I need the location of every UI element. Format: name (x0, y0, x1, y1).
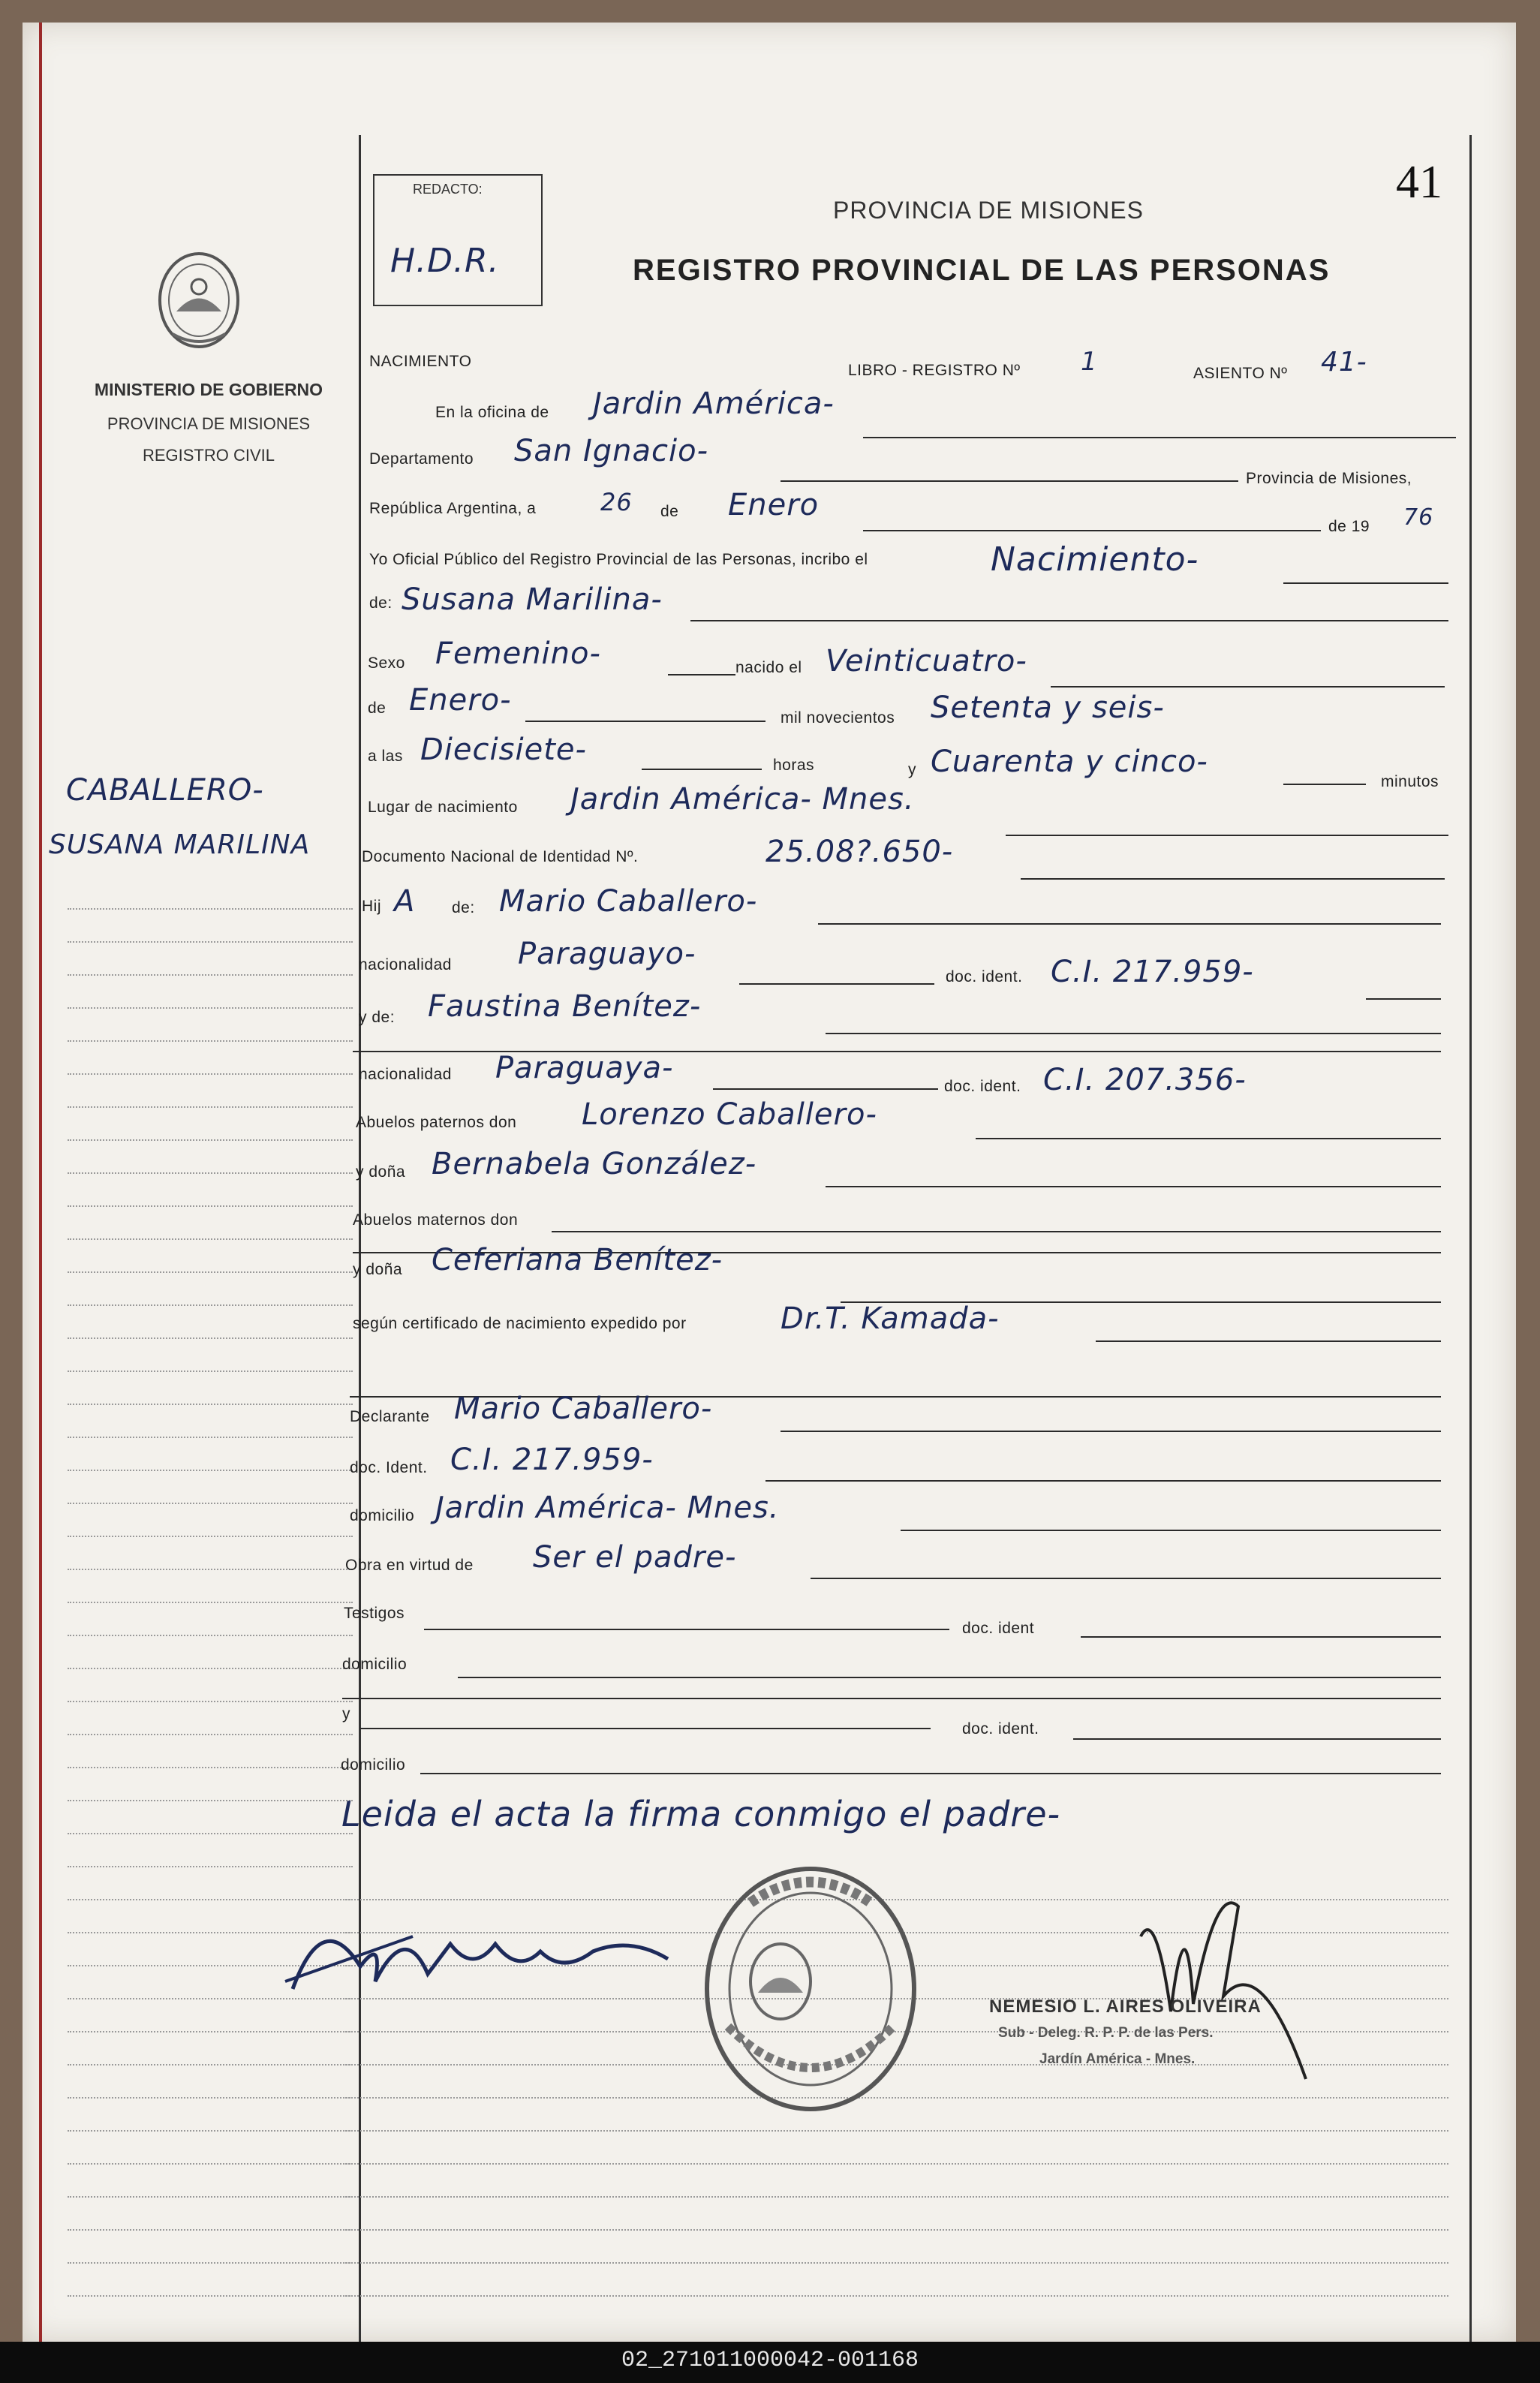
margin-ruled-line (68, 1371, 353, 1372)
scan-filename: 02_271011000042-001168 (621, 2348, 919, 2373)
declarant-signature (278, 1891, 698, 2004)
ministry-registry: REGISTRO CIVIL (142, 446, 275, 465)
section-label: NACIMIENTO (369, 353, 472, 370)
right-frame-line (1469, 135, 1472, 2349)
y-label: y (908, 761, 916, 778)
abuelo-pat-underline (976, 1138, 1441, 1139)
oficina-label: En la oficina de (435, 404, 549, 421)
departamento-underline (781, 480, 1238, 482)
de2-label: de (368, 700, 387, 717)
margin-ruled-line (68, 908, 353, 910)
de-nombre-label: de: (369, 594, 393, 612)
libro-label: LIBRO - REGISTRO Nº (848, 362, 1021, 379)
margin-ruled-line (68, 1437, 353, 1438)
y2-underline (360, 1728, 931, 1729)
testigos-label: Testigos (344, 1605, 405, 1622)
margin-ruled-line (68, 1668, 353, 1669)
redacto-initials: H.D.R. (390, 242, 500, 280)
doc-ident3-label: doc. ident (962, 1620, 1035, 1637)
domicilio2-underline (458, 1677, 1441, 1678)
nombre-underline (690, 620, 1448, 621)
ministry-province: PROVINCIA DE MISIONES (107, 414, 311, 433)
asiento-label: ASIENTO Nº (1193, 365, 1288, 382)
domicilio3-label: domicilio (341, 1756, 406, 1774)
hij-suffix: A (394, 884, 416, 919)
leida-note: Leida el acta la firma conmigo el padre- (341, 1794, 1061, 1834)
doc-ident-label: doc. ident. (946, 968, 1023, 985)
mes2-underline (525, 721, 765, 722)
dni-label: Documento Nacional de Identidad Nº. (362, 848, 639, 865)
oficina-value: Jardin América- (593, 387, 835, 421)
certificado-value: Dr.T. Kamada- (781, 1301, 1000, 1336)
mes2-value: Enero- (409, 683, 512, 718)
abuelos-mat-label: Abuelos maternos don (353, 1211, 519, 1229)
margin-ruled-line (68, 1536, 353, 1537)
obra-underline (811, 1578, 1441, 1579)
margin-ruled-line (68, 2229, 353, 2231)
nombre-value: Susana Marilina- (402, 582, 663, 617)
sexo-value: Femenino- (435, 636, 601, 671)
margin-ruled-line (68, 1635, 353, 1636)
margin-ruled-line (68, 1139, 353, 1141)
margin-given-names: SUSANA MARILINA (49, 829, 311, 860)
certificado-underline (1096, 1340, 1441, 1342)
domicilio2-label: domicilio (342, 1656, 408, 1673)
margin-ruled-line (68, 1503, 353, 1504)
domicilio3-underline (420, 1773, 1441, 1774)
redacto-label: REDACTO: (413, 182, 483, 197)
anio-label: de 19 (1328, 518, 1370, 535)
margin-ruled-line (68, 1866, 353, 1867)
declarante-value: Mario Caballero- (454, 1392, 713, 1426)
left-frame-line (359, 135, 361, 2349)
dni-value: 25.08?.650- (765, 835, 954, 869)
margin-ruled-line (68, 1833, 353, 1834)
margin-ruled-line (68, 1602, 353, 1603)
body-ruled-line (345, 2130, 1448, 2132)
margin-ruled-line (68, 1007, 353, 1009)
nacido-value: Veinticuatro- (826, 644, 1027, 678)
departamento-value: San Ignacio- (514, 434, 709, 468)
oficina-underline (863, 437, 1456, 438)
lugar-label: Lugar de nacimiento (368, 799, 518, 816)
official-location: Jardín América - Mnes. (1039, 2051, 1196, 2067)
declarante-doc-underline (765, 1480, 1441, 1482)
sexo-label: Sexo (368, 654, 405, 672)
nacido-underline (1051, 686, 1445, 688)
y2-label: y (342, 1705, 350, 1723)
de-label: de (660, 503, 679, 520)
margin-ruled-line (68, 1470, 353, 1471)
margin-ruled-line (68, 1271, 353, 1273)
acto-underline (1283, 582, 1448, 584)
oficial-text: Yo Oficial Público del Registro Provincial de las Personas, incribo el (369, 551, 868, 568)
padre-value: Mario Caballero- (499, 884, 758, 919)
margin-ruled-line (68, 2163, 353, 2165)
margin-ruled-line (68, 974, 353, 976)
domicilio-label: domicilio (350, 1507, 415, 1524)
madre-nac-value: Paraguaya- (495, 1051, 674, 1085)
madre-doc-ident-label: doc. ident. (944, 1078, 1021, 1095)
horas-underline (642, 769, 762, 770)
alas-label: a las (368, 748, 403, 765)
y2-doc-underline (1073, 1738, 1441, 1740)
minutos-underline (1283, 784, 1366, 785)
asiento-value: 41- (1321, 347, 1367, 378)
body-ruled-line (345, 2196, 1448, 2198)
margin-ruled-line (68, 2262, 353, 2264)
libro-value: 1 (1081, 347, 1098, 377)
de-padre-label: de: (452, 899, 475, 916)
official-name: NEMESIO L. AIRES OLIVEIRA (989, 1996, 1262, 2017)
abuela-pat-value: Bernabela González- (432, 1147, 757, 1181)
margin-ruled-line (68, 2031, 353, 2032)
minutos-value: Cuarenta y cinco- (931, 745, 1208, 779)
acto-value: Nacimiento- (991, 540, 1199, 579)
ministry-title: MINISTERIO DE GOBIERNO (94, 380, 323, 399)
anio-value: 76 (1403, 504, 1434, 531)
margin-ruled-line (68, 1337, 353, 1339)
departamento-label: Departamento (369, 450, 474, 468)
provincia-suffix: Provincia de Misiones, (1246, 470, 1412, 487)
horas-value: Diecisiete- (420, 733, 587, 767)
domicilio-value: Jardin América- Mnes. (435, 1491, 780, 1525)
margin-ruled-line (68, 2295, 353, 2297)
doc-ident2-label: doc. Ident. (350, 1459, 428, 1476)
domicilio2-underline-2 (342, 1698, 1441, 1699)
dia-value: 26 (600, 488, 633, 516)
margin-ruled-line (68, 2064, 353, 2066)
republica-label: República Argentina, a (369, 500, 537, 517)
margin-red-line (39, 23, 42, 2342)
official-signature (1126, 1876, 1321, 2102)
misiones-coat-of-arms-icon (143, 240, 255, 353)
margin-ruled-line (68, 2196, 353, 2198)
padre-nac-value: Paraguayo- (518, 937, 696, 971)
abuela-pat-underline (826, 1186, 1441, 1187)
padre-doc-underline (1366, 998, 1441, 1000)
milnov-label: mil novecientos (781, 709, 895, 727)
minutos-label: minutos (1381, 773, 1439, 790)
testigos-underline (424, 1629, 949, 1630)
abuelo-pat-value: Lorenzo Caballero- (582, 1097, 877, 1132)
madre-nacionalidad-label: nacionalidad (359, 1066, 452, 1083)
province-heading: PROVINCIA DE MISIONES (833, 197, 1144, 224)
margin-ruled-line (68, 1073, 353, 1075)
nacionalidad-label: nacionalidad (359, 956, 452, 973)
declarante-underline (781, 1431, 1441, 1432)
margin-ruled-line (68, 1172, 353, 1174)
madre-underline (826, 1033, 1441, 1034)
obra-value: Ser el padre- (533, 1540, 737, 1575)
certificado-label: según certificado de nacimiento expedido por (353, 1315, 687, 1332)
hij-label: Hij (362, 898, 381, 915)
margin-ruled-line (68, 2130, 353, 2132)
abuelo-mat-underline (552, 1231, 1441, 1232)
margin-ruled-line (68, 1106, 353, 1108)
sexo-underline (668, 674, 735, 675)
nacido-label: nacido el (735, 659, 802, 676)
margin-ruled-line (68, 1569, 353, 1570)
margin-ruled-line (68, 1800, 353, 1801)
margin-ruled-line (68, 2097, 353, 2099)
doc-ident4-label: doc. ident. (962, 1720, 1039, 1738)
mes-value: Enero (728, 488, 820, 522)
registry-seal (698, 1861, 923, 2117)
ydona-mat-label: y doña (353, 1261, 403, 1278)
ydona-label: y doña (356, 1163, 406, 1181)
margin-ruled-line (68, 1205, 353, 1207)
madre-nac-underline (713, 1088, 938, 1090)
padre-doc-value: C.I. 217.959- (1051, 955, 1254, 989)
margin-ruled-line (68, 1040, 353, 1042)
margin-ruled-line (68, 1767, 353, 1768)
abuelos-pat-label: Abuelos paternos don (356, 1114, 517, 1131)
margin-ruled-line (68, 1734, 353, 1735)
dni-underline (1021, 878, 1445, 880)
declarante-doc-value: C.I. 217.959- (450, 1443, 654, 1477)
body-ruled-line (345, 2262, 1448, 2264)
fecha-underline (863, 530, 1321, 531)
margin-ruled-line (68, 941, 353, 943)
margin-ruled-line (68, 1404, 353, 1405)
abuela-mat-value: Ceferiana Benítez- (432, 1243, 723, 1277)
padre-nac-underline (739, 983, 934, 985)
body-ruled-line (345, 2163, 1448, 2165)
margin-ruled-line (68, 1701, 353, 1702)
domicilio-underline (901, 1530, 1441, 1531)
madre-doc-value: C.I. 207.356- (1043, 1063, 1247, 1097)
margin-surname: CABALLERO- (66, 773, 264, 808)
registry-heading: REGISTRO PROVINCIAL DE LAS PERSONAS (633, 254, 1331, 287)
anio-texto-value: Setenta y seis- (931, 691, 1165, 725)
padre-underline (818, 923, 1441, 925)
official-role: Sub - Deleg. R. P. P. de las Pers. (998, 2025, 1214, 2041)
margin-ruled-line (68, 1304, 353, 1306)
madre-value: Faustina Benítez- (428, 989, 702, 1024)
margin-ruled-line (68, 1238, 353, 1240)
body-ruled-line (345, 2295, 1448, 2297)
yde-label: y de: (359, 1009, 396, 1026)
testigos-doc-underline (1081, 1636, 1441, 1638)
folio-number: 41 (1396, 157, 1442, 208)
obra-label: Obra en virtud de (345, 1557, 474, 1574)
lugar-value: Jardin América- Mnes. (570, 782, 915, 817)
horas-label: horas (773, 757, 815, 774)
lugar-underline (1006, 835, 1448, 836)
declarante-label: Declarante (350, 1408, 430, 1425)
body-ruled-line (345, 2229, 1448, 2231)
